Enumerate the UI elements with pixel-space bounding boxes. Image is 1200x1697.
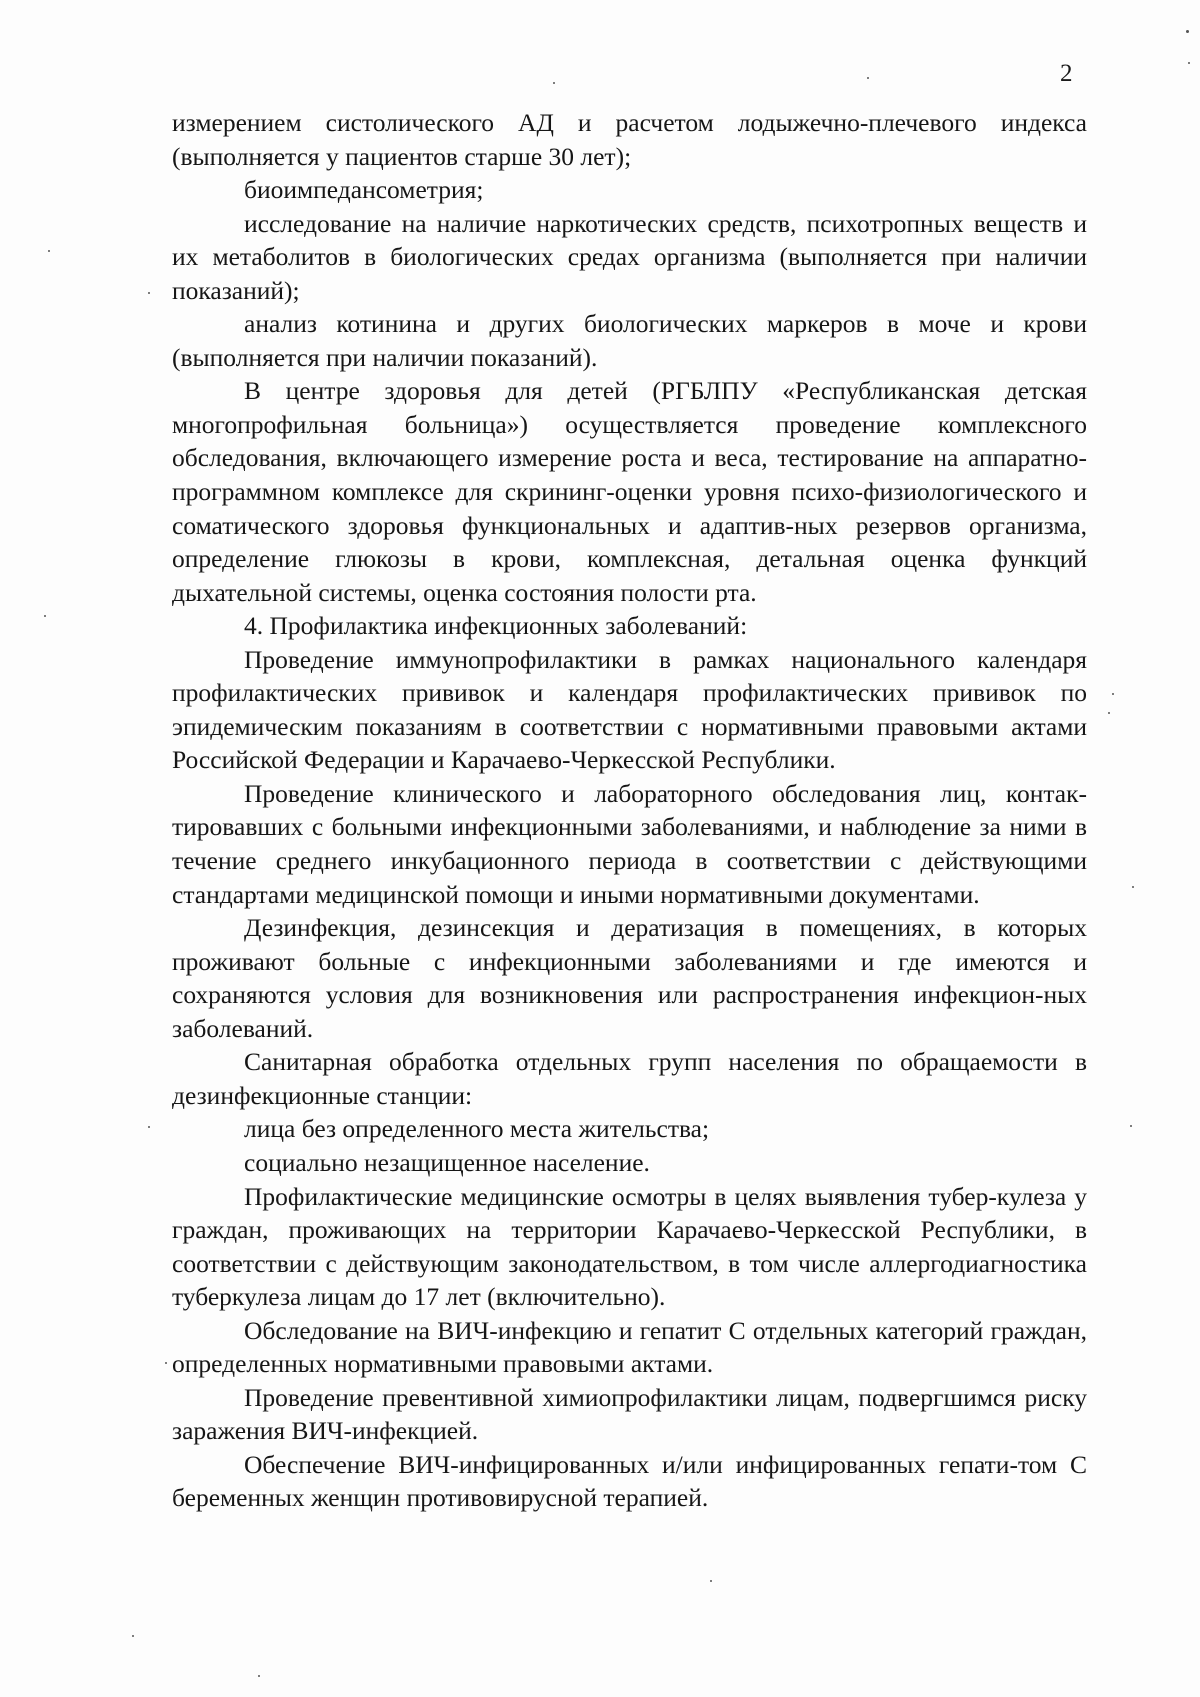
scan-speck [1132, 886, 1134, 888]
scan-speck [1186, 30, 1189, 33]
paragraph: Дезинфекция, дезинсекция и дератизация в помещениях, в которых проживают больные с инфекционными заболеваниями и где имеются и сохраняются условия для возникновения или распространения инфекцион-ных заболеваний. [172, 913, 1087, 1043]
scan-speck [48, 250, 50, 252]
scan-speck [710, 1580, 712, 1582]
paragraph: измерением систолического АД и расчетом лодыжечно-плечевого индекса (выполняется у пациентов старше 30 лет); [172, 108, 1087, 171]
section-heading: 4. Профилактика инфекционных заболеваний: [244, 611, 748, 641]
scan-speck [258, 1675, 260, 1677]
scan-speck [165, 1362, 167, 1364]
paragraph: исследование на наличие наркотических средств, психотропных веществ и их метаболитов в биологических средах организма (выполняется при наличии показаний); [172, 208, 1087, 305]
scan-speck [1130, 1125, 1132, 1127]
paragraph: Профилактические медицинские осмотры в целях выявления тубер-кулеза у граждан, проживающих на территории Карачаево-Черкесской Республики, в соответствии с действующим законодательством, в том числе аллергодиагностика туберкулеза лицам до 17 лет (включительно). [172, 1181, 1087, 1312]
paragraph: биоимпедансометрия; [244, 175, 484, 205]
paragraph: Обследование на ВИЧ-инфекцию и гепатит С отдельных категорий граждан, определенных нормативными правовыми актами. [172, 1315, 1087, 1379]
scan-speck [1108, 712, 1110, 714]
paragraph: В центре здоровья для детей (РГБЛПУ «Республиканская детская многопрофильная больница») осуществляется проведение комплексного обследования, включающего измерение роста и веса, тестирование на аппаратно-программном комплексе для скрининг-оценки уровня психо-физиологического и соматического здоровья функциональных и адаптив-ных резервов организма, определение глюкозы в крови, комплексная, детальная оценка функций дыхательной системы, оценка состояния полости рта. [172, 376, 1087, 607]
page-number: 2 [1060, 60, 1073, 87]
paragraph: Проведение превентивной химиопрофилактики лицам, подвергшимся риску заражения ВИЧ-инфекцией. [172, 1382, 1087, 1446]
scan-speck [44, 615, 46, 617]
paragraph: Проведение иммунопрофилактики в рамках национального календаря профилактических прививок и календаря профилактических прививок по эпидемическим показаниям в соответствии с нормативными правовыми актами Российской Федерации и Карачаево-Черкесской Республики. [172, 644, 1087, 775]
scan-speck [867, 77, 869, 79]
paragraph: Проведение клинического и лабораторного обследования лиц, контак-тировавших с больными инфекционными заболеваниями, и наблюдение за ними в течение среднего инкубационного периода в соответствии с действующими стандартами медицинской помощи и иными нормативными документами. [172, 778, 1087, 909]
scan-speck [148, 292, 150, 294]
list-item: лица без определенного места жительства; [244, 1114, 710, 1144]
scan-speck [1112, 693, 1114, 695]
scan-speck [132, 1635, 134, 1637]
scan-speck [553, 82, 555, 84]
scan-speck [1188, 62, 1190, 64]
paragraph: Санитарная обработка отдельных групп населения по обращаемости в дезинфекционные станции: [172, 1047, 1087, 1110]
paragraph: анализ котинина и других биологических маркеров в моче и крови (выполняется при наличии показаний). [172, 309, 1087, 372]
paragraph: Обеспечение ВИЧ-инфицированных и/или инфицированных гепати-том С беременных женщин противовирусной терапией. [172, 1449, 1087, 1513]
list-item: социально незащищенное население. [244, 1147, 650, 1177]
scan-speck [148, 1126, 150, 1128]
body-text [172, 106, 1087, 1515]
